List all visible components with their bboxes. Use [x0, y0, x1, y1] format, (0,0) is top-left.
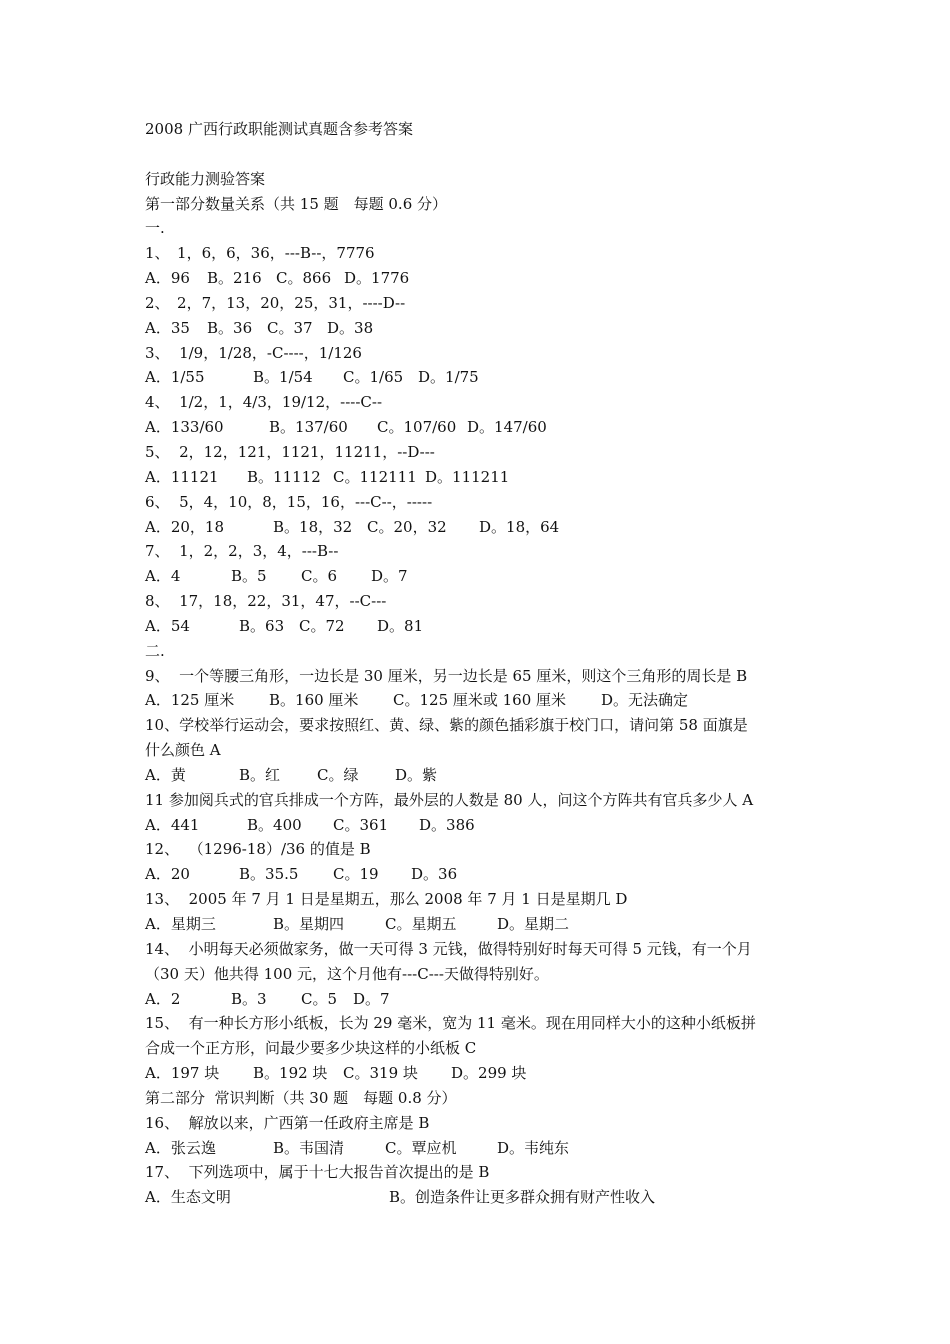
question-12: 12、 （1296-18）/36 的值是 B: [145, 840, 371, 859]
question-1: 1、 1，6，6，36，---B--，7776: [145, 244, 375, 263]
option-d: D。韦纯东: [497, 1138, 570, 1157]
option-d: D。1776: [344, 269, 410, 288]
option-c: C。361: [333, 815, 389, 834]
question-7: 7、 1，2，2，3，4，---B--: [145, 542, 339, 561]
options-10: [145, 763, 825, 788]
option-c: C。125 厘米或 160 厘米: [393, 691, 567, 710]
option-b: B。36: [207, 318, 253, 337]
question-14-cont: （30 天）他共得 100 元，这个月他有---C---天做得特别好。: [145, 964, 549, 983]
option-d: D。36: [411, 865, 458, 884]
question-10-cont: 什么颜色 A: [145, 741, 221, 760]
options-13: [145, 912, 825, 937]
option-a: A．133/60: [145, 418, 224, 437]
option-b: B。5: [231, 567, 267, 586]
option-a: A．星期三: [145, 915, 216, 933]
question-3: 3、 1/9，1/28，-C----，1/126: [145, 343, 362, 362]
option-b: B。160 厘米: [269, 691, 359, 710]
options-17: [145, 1185, 825, 1210]
option-a: A．197 块: [145, 1064, 220, 1083]
question-9: 9、 一个等腰三角形，一边长是 30 厘米，另一边长是 65 厘米，则这个三角形的周长是 B: [145, 666, 748, 685]
option-d: D。星期二: [497, 915, 570, 933]
options-7: [145, 564, 825, 589]
option-a: A．54: [145, 616, 190, 635]
options-8: [145, 614, 825, 639]
option-a: A．441: [145, 815, 200, 834]
option-b: B。137/60: [269, 418, 348, 437]
option-b: B。35.5: [239, 865, 299, 884]
question-17: 17、 下列选项中，属于十七大报告首次提出的是 B: [145, 1163, 490, 1182]
option-d: D。7: [353, 989, 390, 1008]
question-13: 13、 2005 年 7 月 1 日是星期五，那么 2008 年 7 月 1 日是星期几 D: [145, 890, 628, 909]
option-a: A．黄: [145, 765, 186, 784]
options-11: [145, 813, 825, 838]
option-c: C。37: [267, 318, 313, 337]
option-a: A．2: [145, 989, 181, 1008]
option-a: A．1/55: [145, 368, 205, 387]
option-c: C。绿: [317, 765, 359, 784]
option-b: B。韦国清: [273, 1138, 345, 1157]
section1-label: 一.: [145, 219, 165, 238]
options-12: [145, 862, 825, 887]
question-4: 4、 1/2，1，4/3，19/12，----C--: [145, 393, 383, 412]
options-9: [145, 688, 825, 713]
options-4: [145, 415, 825, 440]
option-c: C。112111: [333, 467, 417, 486]
option-c: C。19: [333, 865, 379, 884]
document-body: [145, 117, 825, 1210]
options-2: [145, 316, 825, 341]
options-15: [145, 1061, 825, 1086]
option-d: D。147/60: [467, 418, 547, 437]
option-a: A．125 厘米: [145, 691, 235, 710]
option-d: D。81: [377, 616, 424, 635]
section2-label: 二.: [145, 641, 165, 660]
option-c: C。覃应机: [385, 1138, 457, 1157]
option-d: D。299 块: [451, 1064, 527, 1083]
document-title: 2008 广西行政职能测试真题含参考答案: [145, 120, 413, 138]
option-c: C。5: [301, 989, 338, 1008]
question-16: 16、 解放以来，广西第一任政府主席是 B: [145, 1113, 430, 1132]
option-c: C。319 块: [343, 1064, 418, 1083]
option-d: D。111211: [425, 467, 510, 486]
part2-header: 第二部分 常识判断（共 30 题 每题 0.8 分）: [145, 1088, 457, 1107]
option-b: B。星期四: [273, 915, 345, 933]
option-d: D。1/75: [418, 368, 479, 387]
part1-header: 第一部分数量关系（共 15 题 每题 0.6 分）: [145, 194, 448, 213]
option-c: C。20，32: [367, 517, 447, 536]
question-5: 5、 2，12，121，1121，11211，--D---: [145, 442, 435, 461]
option-c: C。6: [301, 567, 338, 586]
option-d: D。7: [371, 567, 408, 586]
option-b: B。400: [247, 815, 302, 834]
option-b: B。63: [239, 616, 285, 635]
option-c: C。107/60: [377, 418, 457, 437]
option-a: A．20: [145, 865, 190, 884]
options-5: [145, 465, 825, 490]
question-14: 14、 小明每天必须做家务，做一天可得 3 元钱，做得特别好时每天可得 5 元钱，有一个月: [145, 939, 752, 958]
option-b: B。216: [207, 269, 262, 288]
option-a: A．96: [145, 269, 190, 288]
option-a: A．生态文明: [145, 1188, 231, 1207]
options-3: [145, 365, 825, 390]
options-14: [145, 987, 825, 1012]
option-b: B。红: [239, 765, 281, 784]
option-b: B。3: [231, 989, 267, 1008]
option-d: D。38: [327, 318, 374, 337]
answer-title: 行政能力测验答案: [145, 169, 266, 188]
options-1: [145, 266, 825, 291]
option-b: B。1/54: [253, 368, 313, 387]
option-c: C。72: [299, 616, 345, 635]
option-d: D。紫: [395, 765, 438, 784]
option-a: A．20，18: [145, 517, 225, 536]
option-d: D。386: [419, 815, 475, 834]
question-15: 15、 有一种长方形小纸板，长为 29 毫米，宽为 11 毫米。现在用同样大小的这种小纸板拼: [145, 1014, 756, 1033]
question-10: 10、学校举行运动会，要求按照红、黄、绿、紫的颜色插彩旗于校门口，请问第 58 面旗是: [145, 716, 748, 735]
options-6: [145, 515, 825, 540]
option-a: A．4: [145, 567, 181, 586]
option-b: B。11112: [247, 467, 321, 486]
option-a: A．11121: [145, 467, 219, 486]
option-a: A．张云逸: [145, 1138, 216, 1157]
option-b: B。18，32: [273, 517, 353, 536]
option-c: C。星期五: [385, 915, 457, 933]
option-b: B。创造条件让更多群众拥有财产性收入: [389, 1188, 656, 1207]
option-c: C。1/65: [343, 368, 404, 387]
options-16: [145, 1136, 825, 1161]
question-2: 2、 2，7，13，20，25，31，----D--: [145, 293, 406, 312]
option-a: A．35: [145, 318, 190, 337]
option-d: D。无法确定: [601, 691, 689, 710]
option-c: C。866: [276, 269, 332, 288]
option-b: B。192 块: [253, 1064, 328, 1083]
question-15-cont: 合成一个正方形，问最少要多少块这样的小纸板 C: [145, 1039, 477, 1058]
question-8: 8、 17，18，22，31，47，--C---: [145, 592, 387, 611]
option-d: D。18，64: [479, 517, 560, 536]
question-6: 6、 5，4，10，8，15，16，---C--，-----: [145, 492, 433, 511]
blank-line: [145, 142, 825, 167]
question-11: 11 参加阅兵式的官兵排成一个方阵，最外层的人数是 80 人，问这个方阵共有官兵多少人 A: [145, 790, 754, 809]
